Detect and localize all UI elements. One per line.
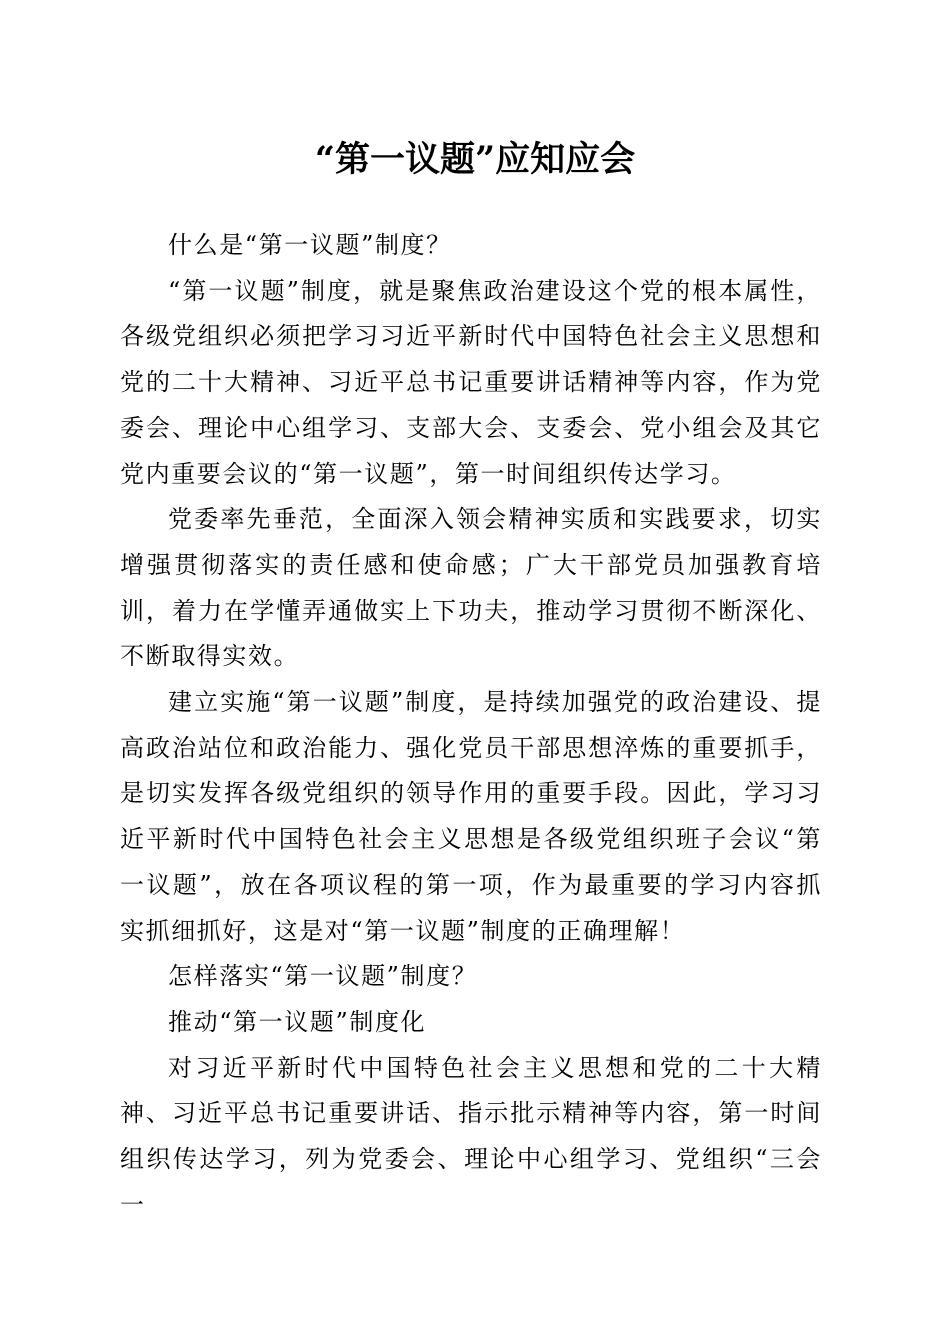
paragraph-party-committee: 党委率先垂范，全面深入领会精神实质和实践要求，切实增强贯彻落实的责任感和使命感；广大干部党员加强教育培训，着力在学懂弄通做实上下功夫，推动学习贯彻不断深化、不断取得实效。 [120,505,822,671]
paragraph-question-what: 什么是“第一议题”制度？ [168,231,452,259]
paragraph-subheading: 推动“第一议题”制度化 [168,1007,427,1036]
document-title: “第一议题”应知应会 [314,139,636,180]
paragraph-question-how: 怎样落实“第一议题”制度？ [168,962,478,991]
document-body [120,202,822,1228]
paragraph-implementation: 对习近平新时代中国特色社会主义思想和党的二十大精神、习近平总书记重要讲话、指示批示精神等内容，第一时间组织传达学习，列为党委会、理论中心组学习、党组织“三会一 [120,1053,822,1219]
paragraph-definition: “第一议题”制度，就是聚焦政治建设这个党的根本属性，各级党组织必须把学习习近平新时代中国特色社会主义思想和党的二十大精神、习近平总书记重要讲话精神等内容，作为党委会、理论中心组学习、支部大会、支委会、党小组会及其它党内重要会议的“第一议题”，第一时间组织传达学习。 [120,276,822,488]
paragraph-importance: 建立实施“第一议题”制度，是持续加强党的政治建设、提高政治站位和政治能力、强化党员干部思想淬炼的重要抓手，是切实发挥各级党组织的领导作用的重要手段。因此，学习习近平新时代中国特色社会主义思想是各级党组织班子会议“第一议题”，放在各项议程的第一项，作为最重要的学习内容抓实抓细抓好，这是对“第一议题”制度的正确理解！ [120,688,822,945]
